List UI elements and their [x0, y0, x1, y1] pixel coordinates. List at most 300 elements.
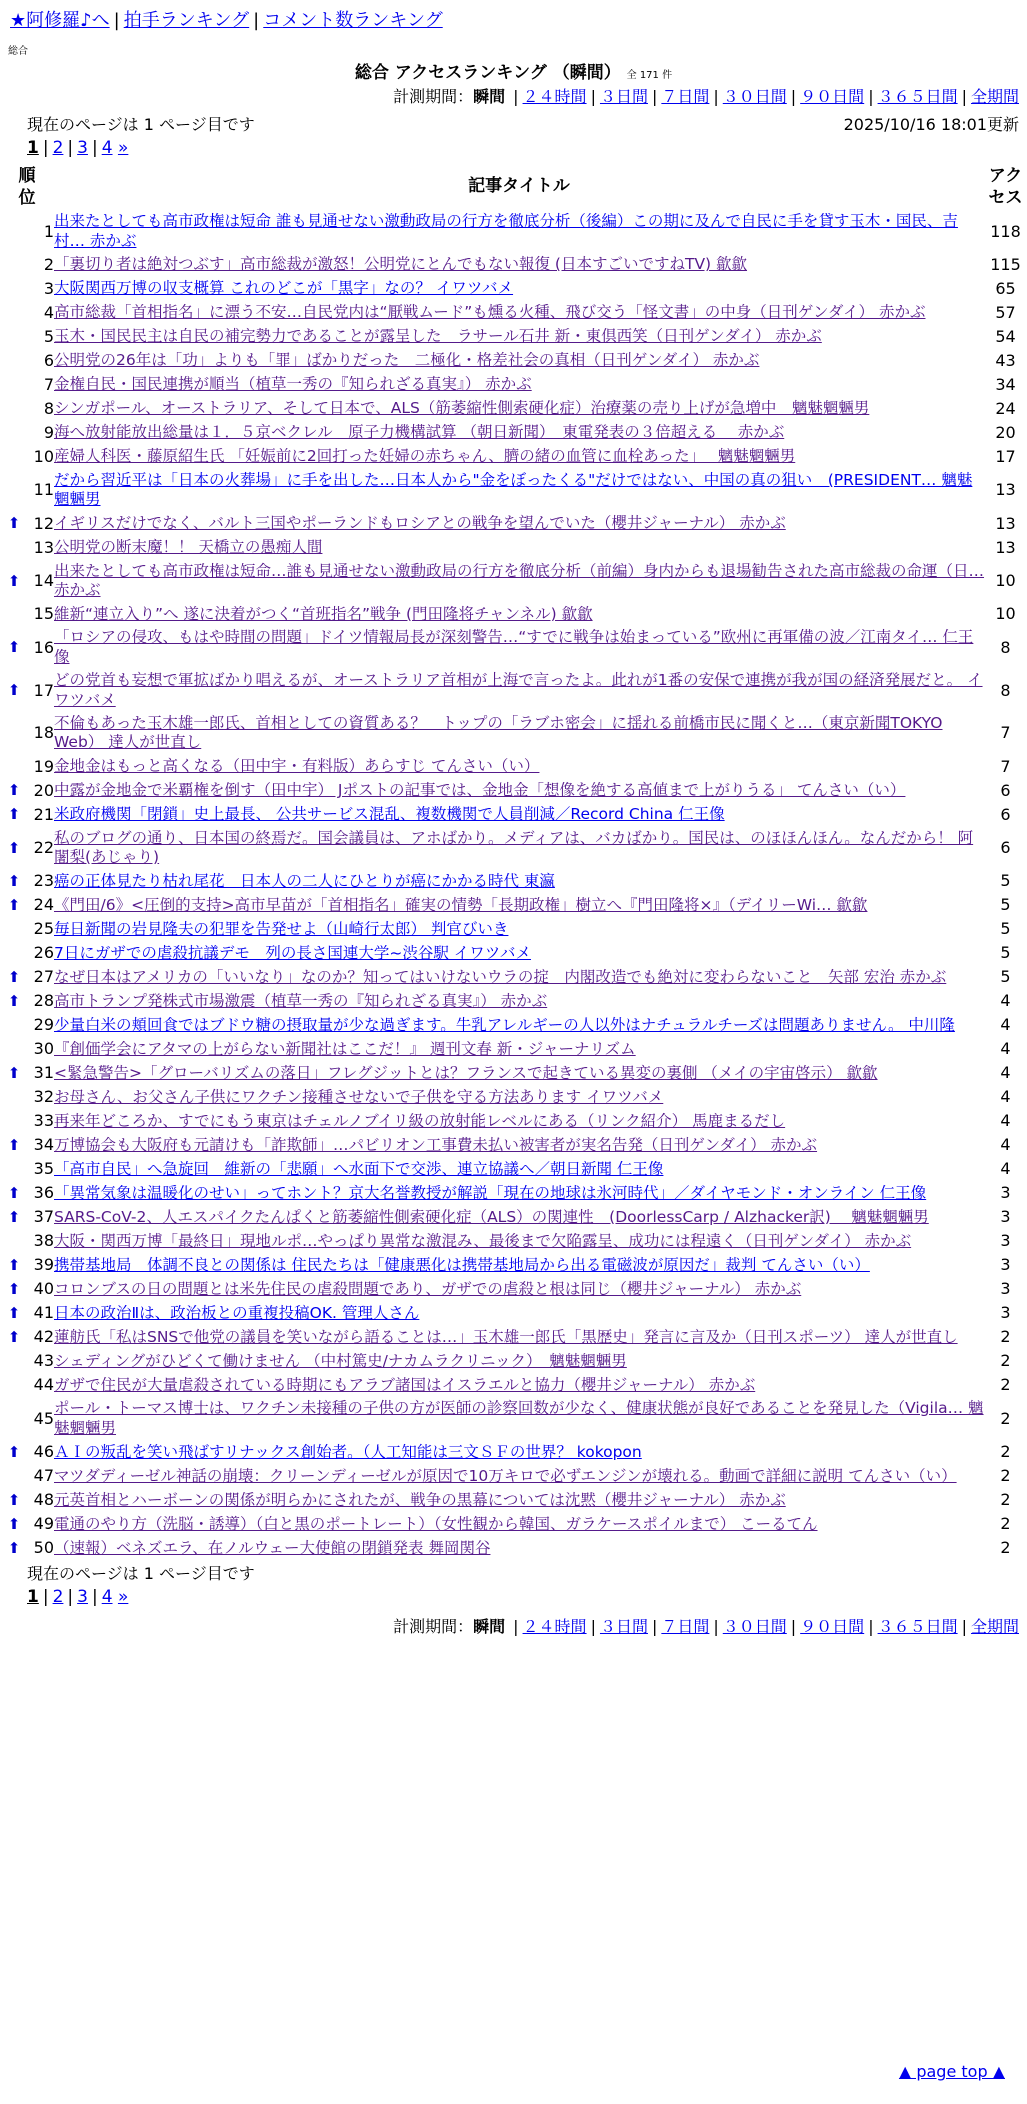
title-cell [54, 512, 984, 536]
article-link[interactable]: 高市トランプ発株式市場激震（植草一秀の『知られざる真実』） 赤かぶ [54, 991, 548, 1010]
table-row [0, 373, 1027, 397]
article-link[interactable]: 少量白米の頬回食ではブドウ糖の摂取量が少な過ぎます。牛乳アレルギーの人以外はナチュラルチーズは問題ありません。 中川隆 [54, 1015, 955, 1034]
trend-cell [0, 827, 28, 870]
title-cell [54, 469, 984, 512]
title-cell [54, 277, 984, 301]
rank-number: 13 [33, 537, 54, 557]
table-row [0, 1181, 1027, 1205]
rank-header-label: 順位 [18, 166, 36, 209]
rank-number: 40 [33, 1279, 54, 1299]
rank-number: 46 [33, 1442, 54, 1462]
article-link[interactable]: 「異常気象は温暖化のせい」ってホント？京大名誉教授が解説「現在の地球は氷河時代」／ダイヤモンド・オンライン 仁王像 [54, 1183, 927, 1202]
rank-number: 7 [43, 374, 54, 394]
trend-cell [0, 626, 28, 669]
period-link[interactable]: ３０日間 [722, 87, 787, 106]
arrow-up-icon: ⬆ [7, 1256, 21, 1275]
arrow-up-icon: ⬆ [7, 781, 21, 800]
article-link[interactable]: 「高市自民」へ急旋回 維新の「悲願」へ水面下で交渉、連立協議へ／朝日新聞 仁王像 [54, 1159, 664, 1178]
article-link[interactable]: 「ロシアの侵攻、もはや時間の問題」ドイツ情報局長が深刻警告…“すでに戦争は始まっている”欧州に再軍備の波／江南タイ… 仁王像 [54, 628, 974, 666]
article-link[interactable]: マツダディーゼル神話の崩壊：クリーンディーゼルが原因で10万キロで必ずエンジンが壊れる。動画で詳細に説明 てんさい（い） [54, 1466, 957, 1485]
access-count: 2 [1000, 1375, 1011, 1395]
rank-number: 20 [33, 780, 54, 800]
pager-current: 1 [27, 1587, 39, 1607]
table-row [0, 803, 1027, 827]
table-row [0, 253, 1027, 277]
period-current: 瞬間 [473, 87, 506, 106]
arrow-up-icon: ⬆ [7, 638, 21, 657]
access-count: 20 [995, 422, 1016, 442]
access-count: 115 [990, 254, 1021, 274]
access-count: 6 [1000, 780, 1011, 800]
title-cell [54, 827, 984, 870]
period-selector-bottom [393, 1617, 1019, 1637]
table-row [0, 1109, 1027, 1133]
title-cell [54, 779, 984, 803]
pager-bottom [27, 1587, 128, 1608]
title-cell [54, 253, 984, 277]
trend-cell [0, 803, 28, 827]
article-link[interactable]: 維新“連立入り”へ 遂に決着がつく“首班指名”戦争 (門田隆将チャンネル) 歙歙 [54, 604, 593, 623]
trend-cell [0, 989, 28, 1013]
article-link[interactable]: シェディングがひどくて働けません （中村篤史/ナカムラクリニック） 魑魅魍魎男 [54, 1351, 627, 1370]
table-row [0, 1440, 1027, 1464]
rank-number: 34 [33, 1135, 54, 1155]
rank-number: 29 [33, 1015, 54, 1035]
arrow-up-icon: ⬆ [7, 805, 21, 824]
trend-cell [0, 536, 28, 560]
article-link[interactable]: 中露が金地金で米覇権を倒す（田中宇） Jポストの記事では、金地金「想像を絶する高値まで上がりうる」 てんさい（い） [54, 781, 906, 799]
rank-number: 27 [33, 967, 54, 987]
access-count: 3 [1000, 1183, 1011, 1203]
rank-number: 28 [33, 991, 54, 1011]
page-top-link[interactable]: ▲ page top ▲ [898, 2062, 1005, 2081]
rank-number: 5 [43, 326, 54, 346]
title-cell [54, 349, 984, 373]
rank-number: 22 [33, 838, 54, 858]
rank-number: 4 [43, 302, 54, 322]
article-link[interactable]: 公明党の断末魔！！ 天橋立の愚痴人間 [54, 538, 323, 556]
rank-number: 17 [33, 680, 54, 700]
article-link[interactable]: コロンブスの日の問題とは米先住民の虐殺問題であり、ガザでの虐殺と根は同じ（櫻井ジャーナル） 赤かぶ [54, 1279, 802, 1298]
title-cell [54, 1253, 984, 1277]
article-link[interactable]: 日本の政治Ⅱは、政治板との重複投稿OK. 管理人さん [54, 1303, 420, 1322]
table-row [0, 1464, 1027, 1488]
access-count: 4 [1000, 1087, 1011, 1107]
article-link[interactable]: 万博協会も大阪府も元請けも「詐欺師」…パビリオン工事費未払い被害者が実名告発（日刊ゲンダイ） 赤かぶ [54, 1135, 818, 1154]
article-link[interactable]: 再来年どころか、すでにもう東京はチェルノブイリ級の放射能レベルにある（リンク紹介） 馬鹿まるだし [54, 1111, 786, 1130]
table-row [0, 512, 1027, 536]
rank-number: 33 [33, 1111, 54, 1131]
title-cell [54, 1061, 984, 1085]
arrow-up-icon: ⬆ [7, 1442, 21, 1461]
table-row [0, 469, 1027, 512]
separator: | [790, 87, 797, 106]
title-cell [54, 669, 984, 712]
period-link[interactable]: 全期間 [970, 87, 1019, 106]
title-cell [54, 1181, 984, 1205]
trend-cell [0, 1109, 28, 1133]
trend-cell [0, 301, 28, 325]
table-row [0, 1037, 1027, 1061]
rank-number: 47 [33, 1466, 54, 1486]
access-count: 8 [1000, 680, 1011, 700]
rank-number: 14 [33, 571, 54, 591]
table-row [0, 626, 1027, 669]
period-link[interactable]: ７日間 [661, 87, 710, 106]
period-link[interactable]: ３６５日間 [877, 1617, 958, 1636]
access-count: 2 [1000, 1514, 1011, 1534]
access-count: 10 [995, 604, 1016, 624]
arrow-up-icon: ⬆ [7, 681, 21, 700]
page-title [0, 63, 1027, 84]
pager-top [27, 138, 128, 159]
pager-link[interactable]: 2 [52, 1587, 64, 1607]
title-cell [54, 421, 984, 445]
trend-cell [0, 1037, 28, 1061]
access-count: 2 [1000, 1538, 1011, 1558]
article-link[interactable]: 大阪関西万博の収支概算 これのどこが「黒字」なの？ イワツバメ [54, 279, 514, 298]
rank-number: 43 [33, 1351, 54, 1371]
rank-number: 48 [33, 1490, 54, 1510]
article-link[interactable]: お母さん、お父さん子供にワクチン接種させないで子供を守る方法あります イワツバメ [54, 1087, 664, 1106]
table-row [0, 669, 1027, 712]
article-link[interactable]: だから習近平は「日本の火葬場」に手を出した…日本人から"金をぼったくる"だけではない、中国の真の狙い (PRESIDENT… 魑魅魍魎男 [54, 470, 973, 509]
article-link[interactable]: 不倫もあった玉木雄一郎氏、首相としての資質ある？ トップの「ラブホ密会」に揺れる前橋市民に聞くと…（東京新聞TOKYO Web） 達人が世直し [54, 713, 943, 752]
article-link[interactable]: 公明党の26年は「功」よりも「罪」ばかりだった 二極化・格差社会の真相（日刊ゲンダイ） 赤かぶ [54, 351, 760, 370]
rank-number: 8 [43, 398, 54, 418]
article-link[interactable]: 電通のやり方（洗脳・誘導）（白と黒のポートレート）（女性観から韓国、ガラケースポイルまで） こーるてん [54, 1514, 818, 1533]
table-row [0, 827, 1027, 870]
title-cell [54, 1013, 984, 1037]
rank-number: 25 [33, 919, 54, 939]
title-cell [54, 1085, 984, 1109]
title-cell [54, 1301, 984, 1325]
arrow-up-icon: ⬆ [7, 514, 21, 533]
title-cell [54, 1440, 984, 1464]
table-row [0, 301, 1027, 325]
title-cell [54, 1157, 984, 1181]
article-link[interactable]: 金地金はもっと高くなる（田中宇・有料版）あらすじ てんさい（い） [54, 757, 540, 775]
article-link[interactable]: 「裏切り者は絶対つぶす」高市総裁が激怒！公明党にとんでもない報復 (日本すごいですねTV) 歙歙 [54, 255, 748, 274]
access-count: 57 [995, 302, 1016, 322]
access-count: 24 [995, 398, 1016, 418]
table-row [0, 893, 1027, 917]
article-link[interactable]: ＡＩの叛乱を笑い飛ばすリナックス創始者。（人工知能は三文ＳＦの世界？ kokopon [54, 1442, 642, 1461]
table-row [0, 277, 1027, 301]
access-count: 118 [990, 221, 1021, 241]
arrow-up-icon: ⬆ [7, 838, 21, 857]
access-count: 4 [1000, 1135, 1011, 1155]
rank-number: 35 [33, 1159, 54, 1179]
access-count: 8 [1000, 637, 1011, 657]
arrow-up-icon: ⬆ [7, 872, 21, 891]
title-cell [54, 1488, 984, 1512]
title-header: 記事タイトル [468, 176, 570, 197]
article-link[interactable]: 元英首相とハーボーンの関係が明らかにされたが、戦争の黒幕については沈黙（櫻井ジャーナル） 赤かぶ [54, 1490, 786, 1509]
period-link[interactable]: ３６５日間 [877, 87, 958, 106]
article-link[interactable]: <緊急警告>「グローバリズムの落日」フレグジットとは？フランスで起きている異変の裏側 （メイの宇宙啓示） 歙歙 [54, 1063, 878, 1082]
separator: | [590, 1617, 596, 1636]
table-row [0, 1397, 1027, 1440]
rank-number: 45 [33, 1408, 54, 1428]
article-link[interactable]: 出来たとしても高市政権は短命…誰も見通せない激動政局の行方を徹底分析（前編）身内からも退場勧告された高市総裁の命運（日… 赤かぶ [54, 561, 985, 600]
trend-cell [0, 1373, 28, 1397]
title-cell [54, 1205, 984, 1229]
access-count: 2 [1000, 1466, 1011, 1486]
trend-cell [0, 1013, 28, 1037]
title-cell [54, 917, 984, 941]
article-link[interactable]: 蓮舫氏「私はSNSで他党の議員を笑いながら語ることは…」玉木雄一郎氏「黒歴史」発言に言及か（日刊スポーツ） 達人が世直し [54, 1327, 958, 1346]
title-cell [54, 965, 984, 989]
article-link[interactable]: 7日にガザでの虐殺抗議デモ 列の長さ国連大学~渋谷駅 イワツバメ [54, 943, 531, 962]
title-cell [54, 869, 984, 893]
trend-cell [0, 1133, 28, 1157]
clap-ranking-link[interactable]: 拍手ランキング [123, 10, 250, 31]
title-cell [54, 373, 984, 397]
separator: | [651, 1617, 658, 1636]
access-count: 34 [995, 374, 1016, 394]
period-link[interactable]: ７日間 [661, 1617, 710, 1636]
arrow-up-icon: ⬆ [7, 992, 21, 1011]
pager-next[interactable]: » [117, 1587, 129, 1607]
table-row [0, 1349, 1027, 1373]
trend-cell [0, 349, 28, 373]
access-header-label: アクセス [988, 166, 1023, 209]
title-cell [54, 1229, 984, 1253]
trend-cell [0, 1085, 28, 1109]
separator: | [513, 1617, 519, 1636]
rank-number: 23 [33, 871, 54, 891]
item-count: 全 171 件 [626, 70, 673, 81]
access-count: 6 [1000, 804, 1011, 824]
title-cell [54, 560, 984, 603]
article-link[interactable]: イギリスだけでなく、バルト三国やポーランドもロシアとの戦争を望んでいた（櫻井ジャーナル） 赤かぶ [54, 514, 786, 532]
article-link[interactable]: SARS-CoV-2、人エスパイクたんぱくと筋萎縮性側索硬化症（ALS）の関連性 (DoorlessCarp / Alzhacker訳) 魑魅魍魎男 [54, 1207, 929, 1226]
page-title-text: 総合 アクセスランキング （瞬間） [354, 63, 621, 83]
access-count: 3 [1000, 1279, 1011, 1299]
trend-cell [0, 512, 28, 536]
access-count: 5 [1000, 895, 1011, 915]
separator: | [961, 1617, 967, 1636]
trend-cell [0, 1464, 28, 1488]
arrow-up-icon: ⬆ [7, 968, 21, 987]
trend-cell [0, 669, 28, 712]
separator: | [590, 87, 596, 106]
table-row [0, 965, 1027, 989]
page-top-link-wrap [899, 2062, 1005, 2082]
access-count: 4 [1000, 991, 1011, 1011]
title-cell [54, 1277, 984, 1301]
access-count: 3 [1000, 1207, 1011, 1227]
title-cell [54, 941, 984, 965]
arrow-up-icon: ⬆ [7, 571, 21, 590]
article-link[interactable]: シンガポール、オーストラリア、そして日本で、ALS（筋萎縮性側索硬化症）治療薬の売り上げが急増中 魑魅魍魎男 [54, 399, 870, 418]
comment-ranking-link[interactable]: コメント数ランキング [263, 10, 443, 31]
trend-cell [0, 1325, 28, 1349]
period-link[interactable]: ２４時間 [522, 87, 587, 106]
pager-link[interactable]: 3 [77, 1587, 88, 1607]
access-count: 2 [1000, 1327, 1011, 1347]
article-link[interactable]: 大阪・関西万博「最終日」現地ルポ…やっぱり異常な激混み、最後まで欠陥露呈、成功には程遠く（日刊ゲンダイ） 赤かぶ [54, 1231, 912, 1250]
table-row [0, 1253, 1027, 1277]
article-link[interactable]: 毎日新聞の岩見隆夫の犯罪を告発せよ（山崎行太郎） 判官びいき [54, 919, 509, 938]
article-link[interactable]: どの党首も妄想で軍拡ばかり唱えるが、オーストラリア首相が上海で言ったよ。此れが1番の安保で連携が我が国の経済発展だと。 イワツバメ [54, 671, 983, 709]
separator: | [961, 87, 967, 106]
title-cell [54, 536, 984, 560]
table-row [0, 1488, 1027, 1512]
arrow-up-icon: ⬆ [7, 1136, 21, 1155]
trend-cell [0, 941, 28, 965]
article-link[interactable]: ガザで住民が大量虐殺されている時期にもアラブ諸国はイスラエルと協力（櫻井ジャーナル） 赤かぶ [54, 1375, 756, 1394]
table-row [0, 989, 1027, 1013]
trend-cell [0, 421, 28, 445]
article-link[interactable]: 『創価学会にアタマの上がらない新聞社はここだ！』 週刊文春 新・ジャーナリズム [54, 1039, 636, 1058]
arrow-up-icon: ⬆ [7, 1184, 21, 1203]
period-link[interactable]: ３日間 [599, 1617, 648, 1636]
rank-number: 16 [33, 637, 54, 657]
rank-number: 50 [33, 1538, 54, 1558]
period-link[interactable]: ９０日間 [800, 1617, 865, 1636]
rank-number: 26 [33, 943, 54, 963]
trend-cell [0, 1229, 28, 1253]
article-link[interactable]: 海へ放射能放出総量は１．５京ベクレル 原子力機構試算 （朝日新聞） 東電発表の３倍超える 赤かぶ [54, 423, 785, 442]
rank-number: 1 [43, 221, 54, 241]
arrow-up-icon: ⬆ [7, 1208, 21, 1227]
arrow-up-icon: ⬆ [7, 1280, 21, 1299]
pager-link[interactable]: 3 [77, 138, 88, 158]
trend-cell [0, 965, 28, 989]
trend-cell [0, 1253, 28, 1277]
access-count: 43 [995, 350, 1016, 370]
trend-cell [0, 469, 28, 512]
access-count: 2 [1000, 1408, 1011, 1428]
rank-number: 42 [33, 1327, 54, 1347]
arrow-up-icon: ⬆ [7, 896, 21, 915]
article-link[interactable]: 金権自民・国民連携が順当（植草一秀の『知られざる真実』） 赤かぶ [54, 375, 532, 394]
title-cell [54, 445, 984, 469]
rank-number: 9 [43, 422, 54, 442]
rank-number: 6 [43, 350, 54, 370]
period-link[interactable]: ３０日間 [722, 1617, 787, 1636]
pager-link[interactable]: 4 [101, 138, 113, 158]
rank-number: 12 [33, 513, 54, 533]
table-row [0, 325, 1027, 349]
trend-cell [0, 893, 28, 917]
table-row [0, 536, 1027, 560]
trend-cell [0, 1061, 28, 1085]
pager-next[interactable]: » [117, 138, 129, 158]
access-count: 5 [1000, 919, 1011, 939]
rank-number: 18 [33, 723, 54, 743]
title-cell [54, 803, 984, 827]
pager-link[interactable]: 2 [52, 138, 64, 158]
period-label: 計測期間： [393, 1617, 474, 1636]
article-link[interactable]: 私のブログの通り、日本国の終焉だ。国会議員は、アホばかり。メディアは、バカばかり。国民は、のほほんほん。なんだから！ 阿闍梨(あじゃり) [54, 828, 974, 867]
title-cell [54, 1397, 984, 1440]
trend-cell [0, 373, 28, 397]
trend-cell [0, 560, 28, 603]
trend-cell [0, 1512, 28, 1536]
trend-cell [0, 397, 28, 421]
access-count: 13 [995, 480, 1016, 500]
table-row [0, 602, 1027, 626]
period-link[interactable]: ２４時間 [522, 1617, 587, 1636]
access-count: 2 [1000, 1442, 1011, 1462]
rank-number: 2 [43, 254, 54, 274]
table-row [0, 1536, 1027, 1560]
separator: | [91, 1587, 98, 1607]
table-row [0, 421, 1027, 445]
article-link[interactable]: （速報）ベネズエラ、在ノルウェー大使館の閉鎖発表 舞岡関谷 [54, 1538, 491, 1557]
rank-number: 49 [33, 1514, 54, 1534]
article-link[interactable]: ポール・トーマス博士は、ワクチン未接種の子供の方が医師の診察回数が少なく、健康状態が良好であることを発見した（Vigila… 魑魅魍魎男 [54, 1399, 984, 1437]
rank-number: 3 [43, 278, 54, 298]
table-row [0, 755, 1027, 779]
article-link[interactable]: 産婦人科医・藤原紹生氏 「妊娠前に2回打った妊婦の赤ちゃん、臍の緒の血管に血栓あった」 魑魅魍魎男 [54, 447, 796, 466]
table-row [0, 349, 1027, 373]
separator: | [868, 87, 874, 106]
access-count: 6 [1000, 838, 1011, 858]
access-count: 3 [1000, 1255, 1011, 1275]
trend-cell [0, 1488, 28, 1512]
rank-header [0, 164, 54, 210]
access-count: 4 [1000, 1159, 1011, 1179]
article-link[interactable]: なぜ日本はアメリカの「いいなり」なのか？知ってはいけないウラの掟 内閣改造でも絶対に変わらないこと 矢部 宏治 赤かぶ [54, 967, 947, 986]
trend-cell [0, 277, 28, 301]
table-row [0, 1013, 1027, 1037]
home-link[interactable]: ★阿修羅♪へ [10, 10, 110, 31]
pager-current: 1 [27, 138, 39, 158]
arrow-up-icon: ⬆ [7, 1304, 21, 1323]
article-link[interactable]: 出来たとしても高市政権は短命 誰も見通せない激動政局の行方を徹底分析（後編）この期に及んで自民に手を貸す玉木・国民、吉村… 赤かぶ [54, 212, 958, 250]
table-row [0, 712, 1027, 755]
access-count: 2 [1000, 1351, 1011, 1371]
title-cell [54, 1349, 984, 1373]
rank-number: 21 [33, 804, 54, 824]
trend-cell [0, 1277, 28, 1301]
article-link[interactable]: 携帯基地局 体調不良との関係は 住民たちは「健康悪化は携帯基地局から出る電磁波が原因だ」裁判 てんさい（い） [54, 1255, 870, 1274]
ranking-table [0, 164, 1027, 1560]
access-count: 10 [995, 571, 1016, 591]
trend-cell [0, 210, 28, 253]
period-link[interactable]: ３日間 [599, 87, 648, 106]
access-count: 4 [1000, 1015, 1011, 1035]
article-link[interactable]: 癌の正体見たり枯れ尾花 日本人の二人にひとりが癌にかかる時代 東瀛 [54, 871, 555, 890]
title-cell [54, 301, 984, 325]
rank-number: 39 [33, 1255, 54, 1275]
period-link[interactable]: 全期間 [970, 1617, 1019, 1636]
article-link[interactable]: 高市総裁「首相指名」に漂う不安…自民党内は“厭戦ムード”も燻る火種、飛び交う「怪文書」の中身（日刊ゲンダイ） 赤かぶ [54, 303, 926, 322]
table-row [0, 1157, 1027, 1181]
period-link[interactable]: ９０日間 [800, 87, 865, 106]
article-link[interactable]: 米政府機関「閉鎖」史上最長、 公共サービス混乱、複数機関で人員削減／Record China 仁王像 [54, 805, 725, 823]
separator: | [713, 87, 719, 106]
table-row [0, 1512, 1027, 1536]
arrow-up-icon: ⬆ [7, 1538, 21, 1557]
separator: | [513, 87, 519, 106]
separator: | [651, 87, 658, 106]
arrow-up-icon: ⬆ [7, 1328, 21, 1347]
table-row [0, 560, 1027, 603]
article-link[interactable]: 《門田/6》<圧倒的支持>高市早苗が「首相指名」確実の情勢「長期政権」樹立へ『門田隆将×』（デイリーWi… 歙歙 [54, 895, 868, 914]
table-row [0, 1325, 1027, 1349]
article-link[interactable]: 玉木・国民民主は自民の補完勢力であることが露呈した ラサール石井 新・東倶西笑（日刊ゲンダイ） 赤かぶ [54, 327, 822, 346]
table-row [0, 1229, 1027, 1253]
trend-cell [0, 1536, 28, 1560]
access-count: 65 [995, 278, 1016, 298]
access-count: 4 [1000, 1039, 1011, 1059]
pager-link[interactable]: 4 [101, 1587, 113, 1607]
